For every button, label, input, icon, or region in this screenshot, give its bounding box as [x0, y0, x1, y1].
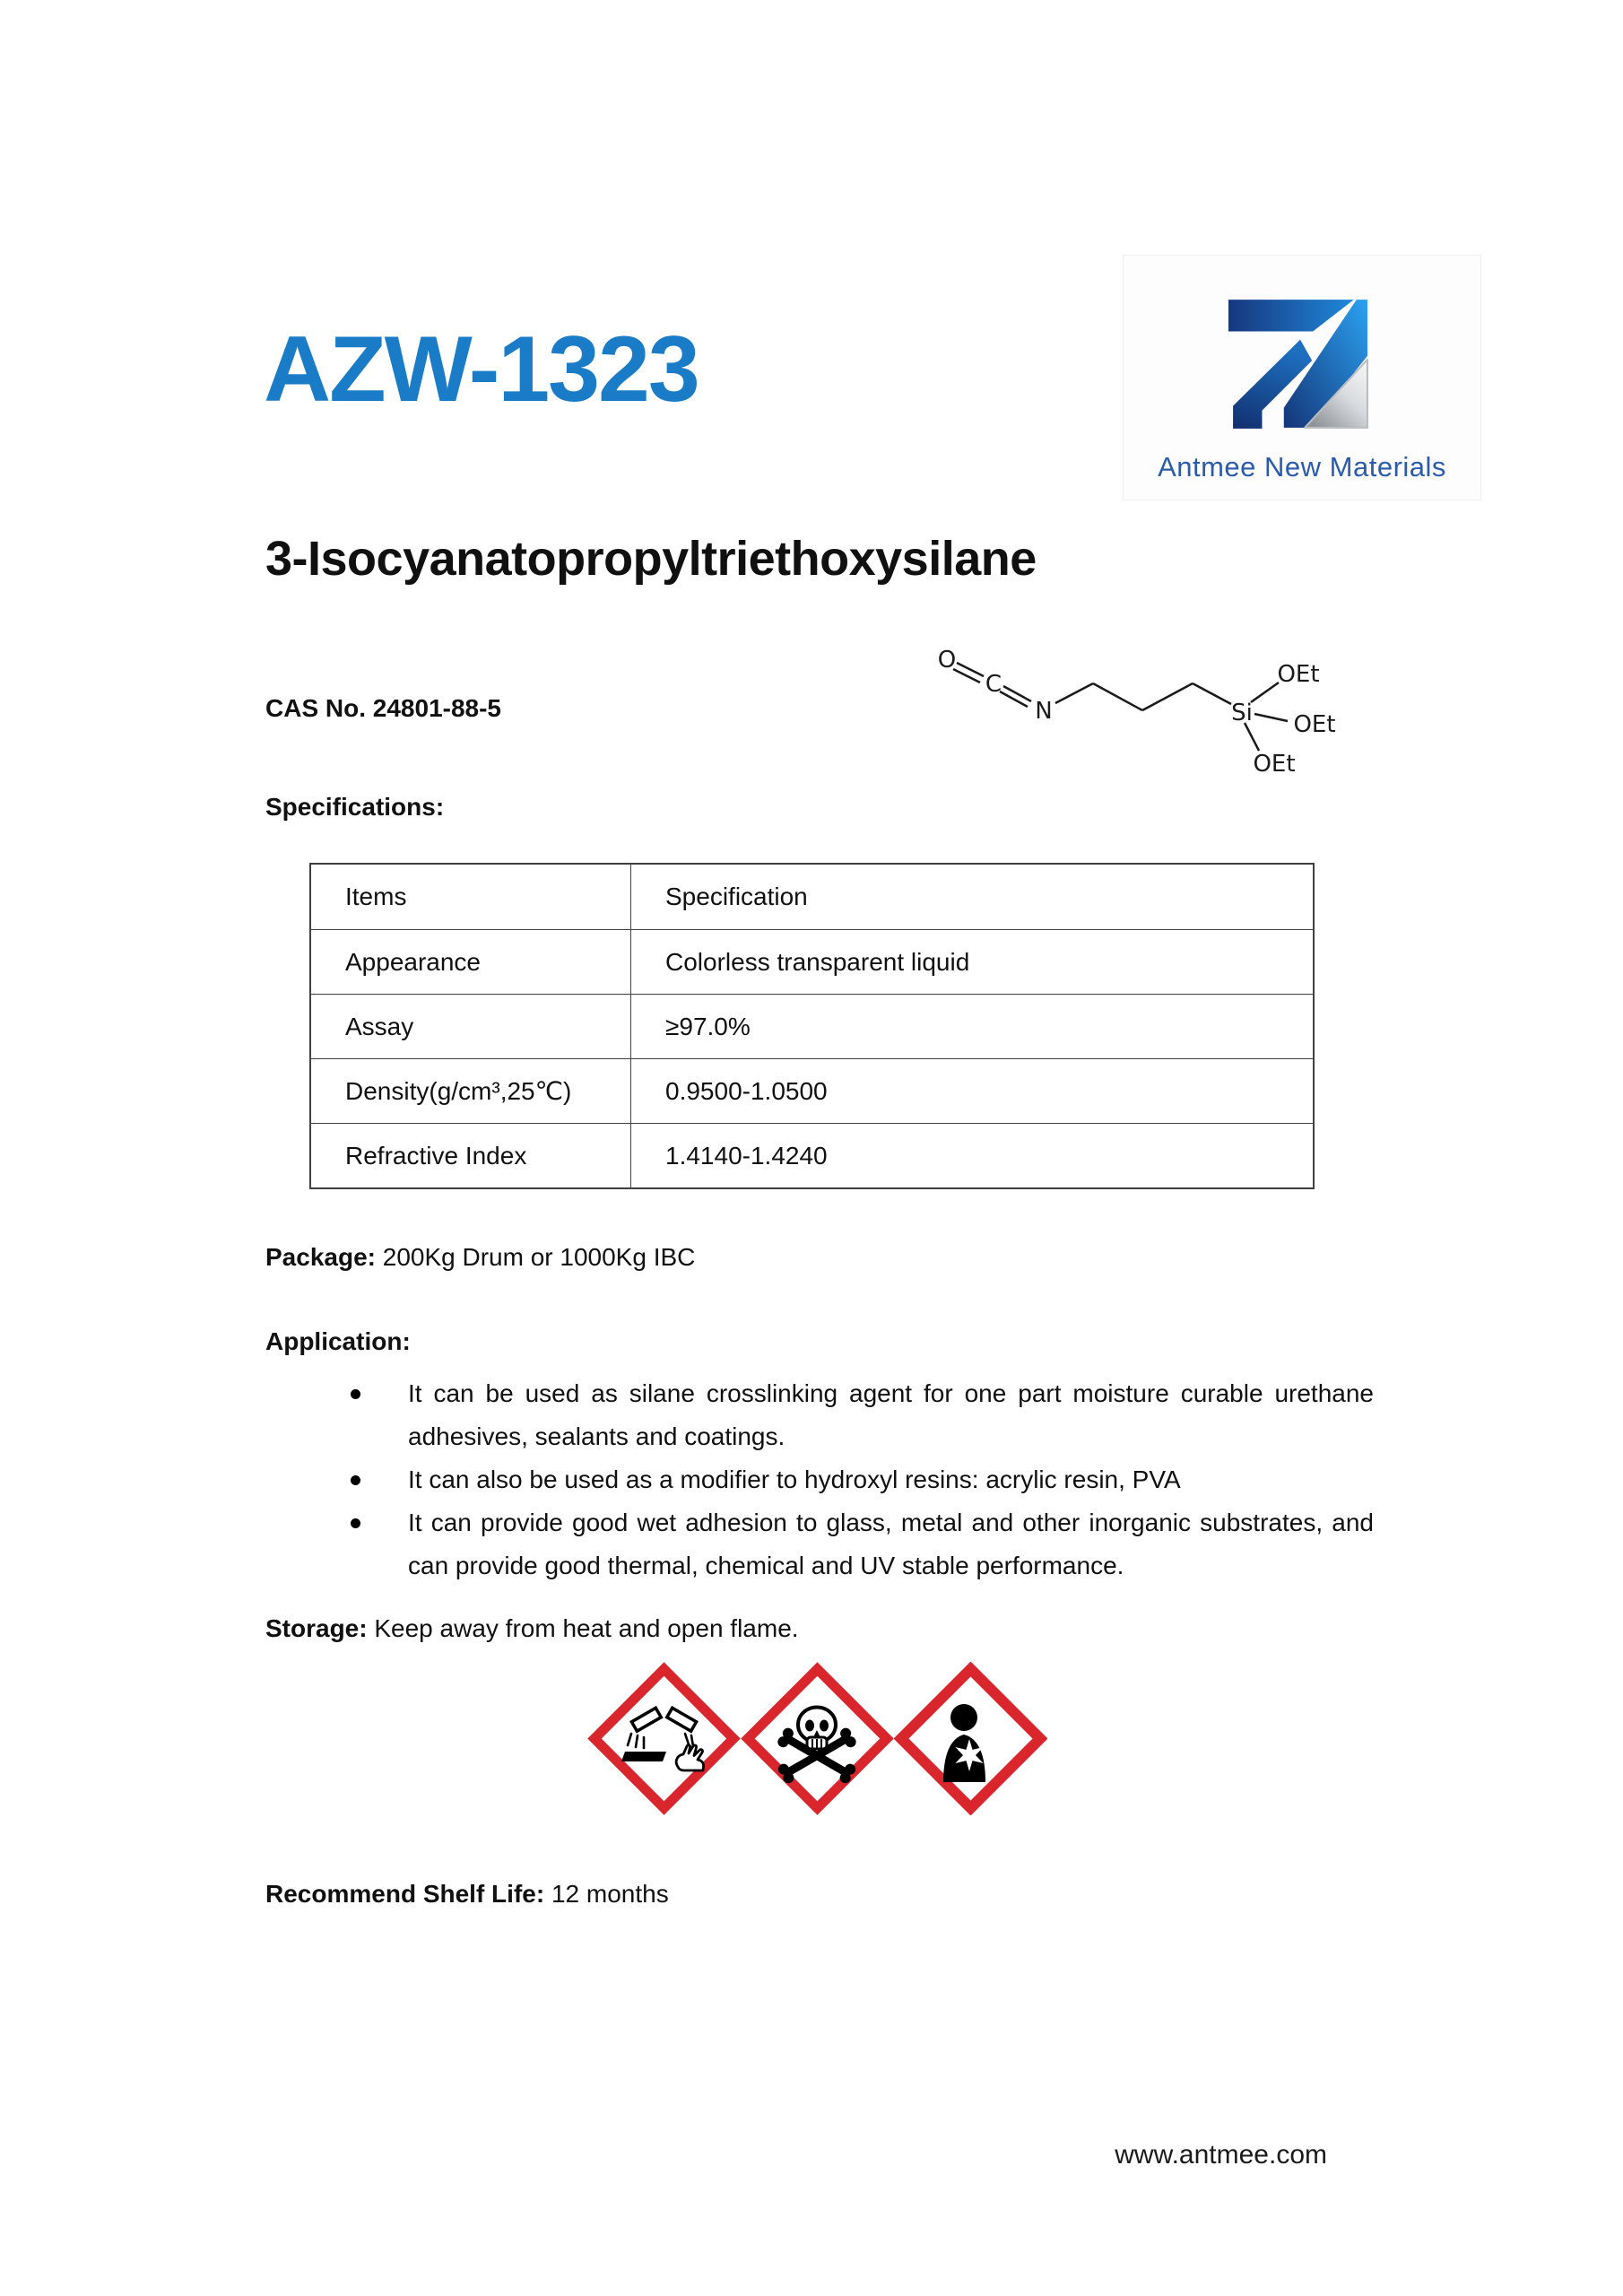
table-header-specification: Specification — [630, 865, 1313, 929]
application-item — [265, 1501, 1374, 1587]
company-logo — [1123, 255, 1481, 500]
bullet-icon — [351, 1389, 360, 1399]
website-url: www.antmee.com — [1115, 2140, 1327, 2170]
table-cell-density-value: 0.9500-1.0500 — [630, 1058, 1313, 1123]
table-cell-appearance: Appearance — [311, 929, 630, 994]
application-heading: Application: — [265, 1327, 411, 1355]
atom-label-si: Si — [1231, 700, 1253, 726]
table-cell-assay: Assay — [311, 994, 630, 1058]
storage-label: Storage: — [265, 1614, 368, 1642]
application-item-text: It can be used as silane crosslinking agent for one part moisture curable urethane adhesives, sealants and coatings. — [408, 1379, 1374, 1450]
storage-value: Keep away from heat and open flame. — [374, 1614, 799, 1642]
atom-label-n: N — [1035, 698, 1053, 725]
ghs-health-hazard-icon — [894, 1662, 1047, 1815]
chemical-structure-drawing — [929, 628, 1354, 816]
bullet-icon — [351, 1518, 360, 1528]
table-cell-refractive-index: Refractive Index — [311, 1123, 630, 1187]
application-item — [265, 1372, 1374, 1458]
atom-label-oet-2: OEt — [1293, 711, 1336, 738]
table-cell-refractive-index-value: 1.4140-1.4240 — [630, 1123, 1313, 1187]
ghs-toxic-icon — [741, 1662, 894, 1815]
ghs-pictograms — [587, 1662, 1047, 1815]
application-item-text: It can also be used as a modifier to hydroxyl resins: acrylic resin, PVA — [408, 1465, 1181, 1493]
package-line — [265, 1243, 695, 1272]
bullet-icon — [351, 1475, 360, 1485]
atom-label-c: C — [985, 671, 1002, 698]
storage-line — [265, 1614, 799, 1643]
cas-number: CAS No. 24801-88-5 — [265, 694, 502, 722]
application-item-text: It can provide good wet adhesion to glass, metal and other inorganic substrates, and can provide good thermal, chemical and UV stable performance. — [408, 1509, 1374, 1579]
application-item — [265, 1458, 1374, 1501]
atom-label-oet-3: OEt — [1253, 751, 1296, 778]
shelf-life-label: Recommend Shelf Life: — [265, 1880, 545, 1908]
package-label: Package: — [265, 1243, 376, 1271]
atom-label-o: O — [937, 647, 957, 674]
specifications-heading: Specifications: — [265, 793, 445, 821]
shelf-life-line — [265, 1880, 669, 1909]
logo-mark-icon — [1228, 299, 1371, 430]
application-list — [265, 1372, 1374, 1587]
shelf-life-value: 12 months — [551, 1880, 669, 1908]
table-cell-appearance-value: Colorless transparent liquid — [630, 929, 1313, 994]
product-name: 3-Isocyanatopropyltriethoxysilane — [265, 532, 1037, 586]
table-cell-density: Density(g/cm³,25℃) — [311, 1058, 630, 1123]
table-header-items: Items — [345, 883, 407, 910]
ghs-corrosive-icon — [587, 1662, 741, 1815]
table-cell-assay-value: ≥97.0% — [630, 994, 1313, 1058]
company-name: Antmee New Materials — [1158, 451, 1446, 483]
package-value: 200Kg Drum or 1000Kg IBC — [382, 1243, 696, 1271]
specifications-table — [309, 863, 1315, 1189]
atom-label-oet-1: OEt — [1277, 661, 1320, 688]
page-title: AZW-1323 — [264, 317, 699, 422]
